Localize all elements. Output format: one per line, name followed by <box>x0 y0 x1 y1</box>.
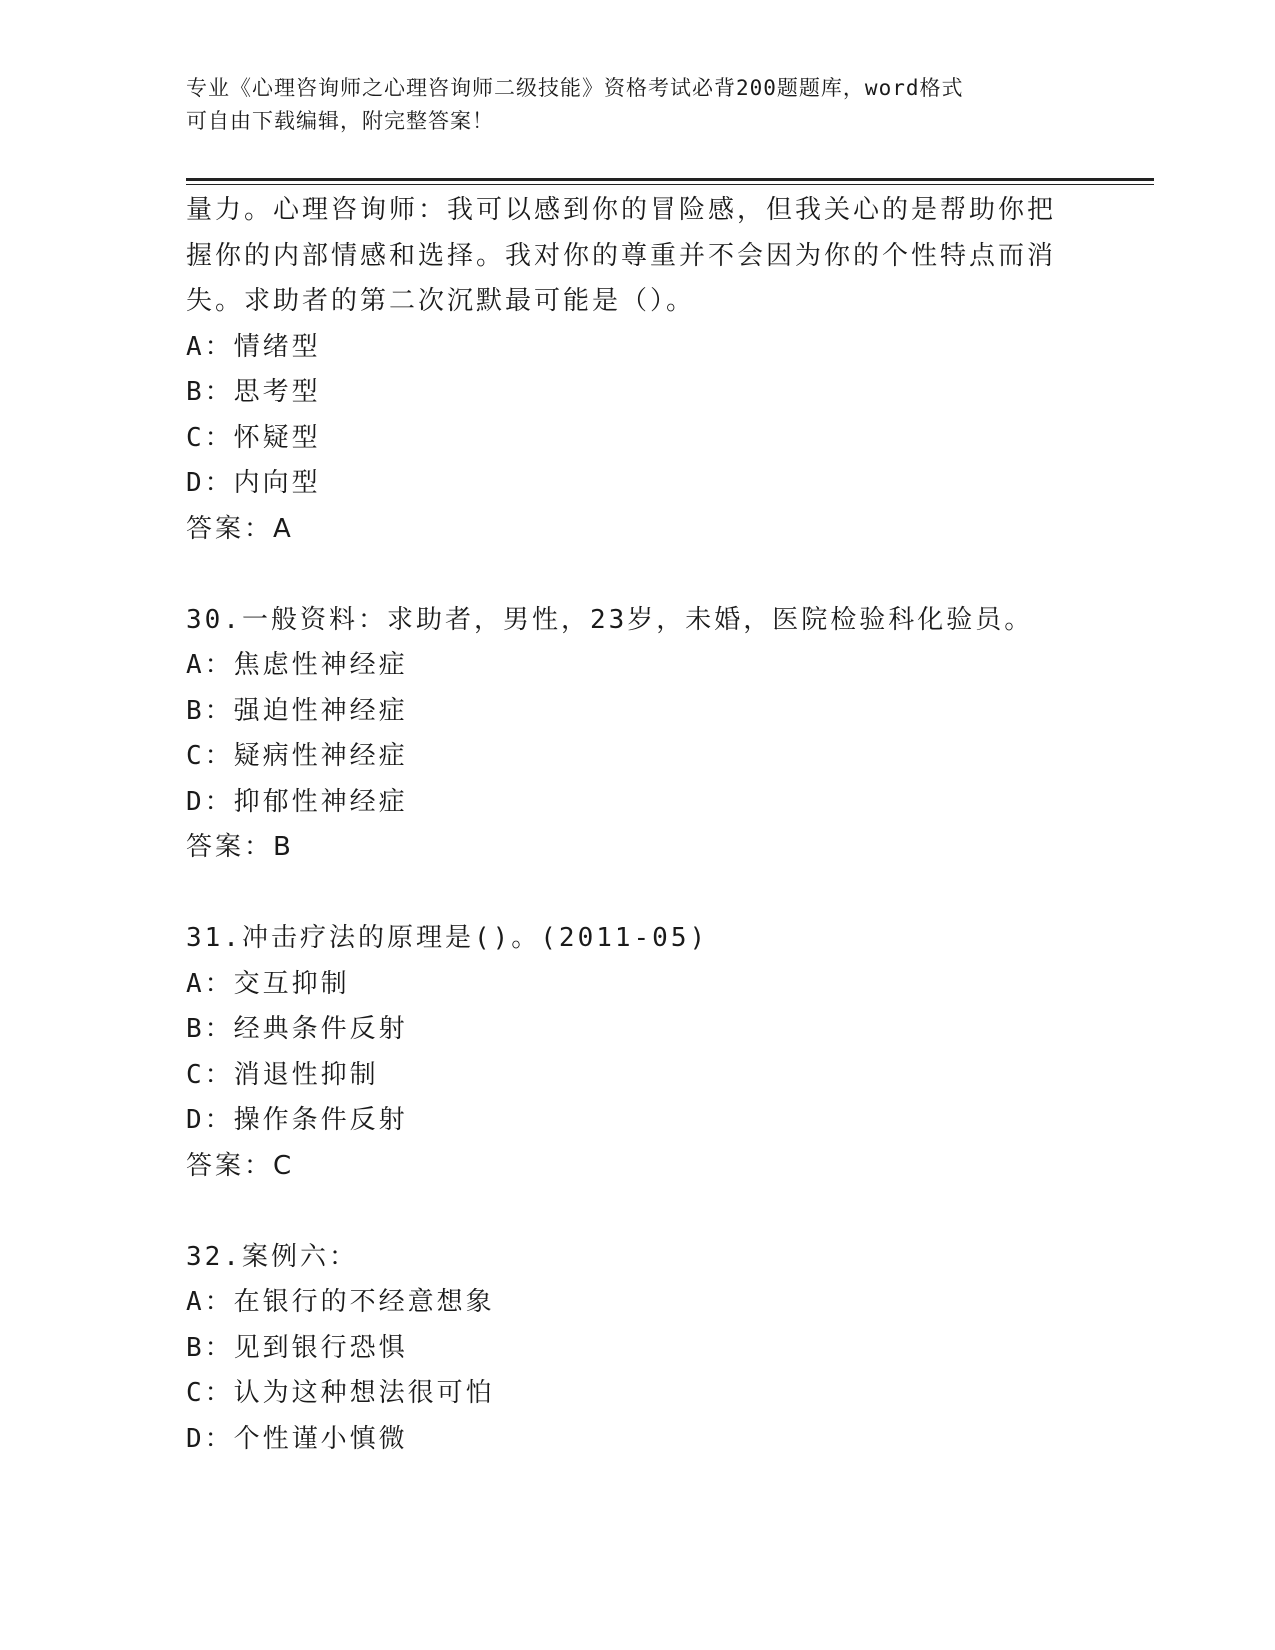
header-title-line1: 专业《心理咨询师之心理咨询师二级技能》资格考试必背200题题库，word格式 <box>186 76 964 100</box>
answer-line: 答案：B <box>186 832 294 862</box>
question-stem: 31.冲击疗法的原理是()。(2011-05) <box>186 923 709 953</box>
option-d: D：内向型 <box>186 468 321 498</box>
question-item <box>186 916 1086 1189</box>
question-stem: 32.案例六： <box>186 1241 358 1272</box>
option-c: C：疑病性神经症 <box>186 741 408 771</box>
option-b: B：思考型 <box>186 377 321 407</box>
spacer <box>186 1189 1086 1235</box>
question-content <box>186 188 1086 1462</box>
option-d: D：抑郁性神经症 <box>186 786 408 817</box>
header-title-line2: 可自由下载编辑，附完整答案！ <box>186 109 494 133</box>
answer-line: 答案：A <box>186 513 294 544</box>
question-item <box>186 598 1086 871</box>
spacer <box>186 552 1086 598</box>
header-divider-thick <box>186 178 1154 181</box>
option-b: B：经典条件反射 <box>186 1014 408 1044</box>
spacer <box>186 871 1086 917</box>
question-stem: 30.一般资料：求助者，男性，23岁，未婚，医院检验科化验员。 <box>186 604 1034 635</box>
header-divider-thin <box>186 184 1154 185</box>
answer-line: 答案：C <box>186 1150 295 1181</box>
option-b: B：强迫性神经症 <box>186 695 408 726</box>
option-d: D：操作条件反射 <box>186 1105 408 1135</box>
option-d: D：个性谨小慎微 <box>186 1423 408 1454</box>
option-c: C：怀疑型 <box>186 422 321 453</box>
option-b: B：见到银行恐惧 <box>186 1332 408 1363</box>
question-stem-line: 量力。心理咨询师：我可以感到你的冒险感，但我关心的是帮助你把 <box>186 195 1057 225</box>
question-item <box>186 1235 1086 1463</box>
option-c: C：消退性抑制 <box>186 1059 379 1090</box>
option-a: A：情绪型 <box>186 331 321 362</box>
option-a: A：焦虑性神经症 <box>186 650 408 680</box>
question-stem-line: 握你的内部情感和选择。我对你的尊重并不会因为你的个性特点而消 <box>186 240 1057 271</box>
option-a: A：交互抑制 <box>186 968 350 999</box>
question-stem-line: 失。求助者的第二次沉默最可能是（）。 <box>186 286 696 316</box>
option-c: C：认为这种想法很可怕 <box>186 1378 495 1408</box>
question-continued <box>186 188 1086 552</box>
option-a: A：在银行的不经意想象 <box>186 1287 495 1317</box>
document-header <box>186 72 1066 138</box>
